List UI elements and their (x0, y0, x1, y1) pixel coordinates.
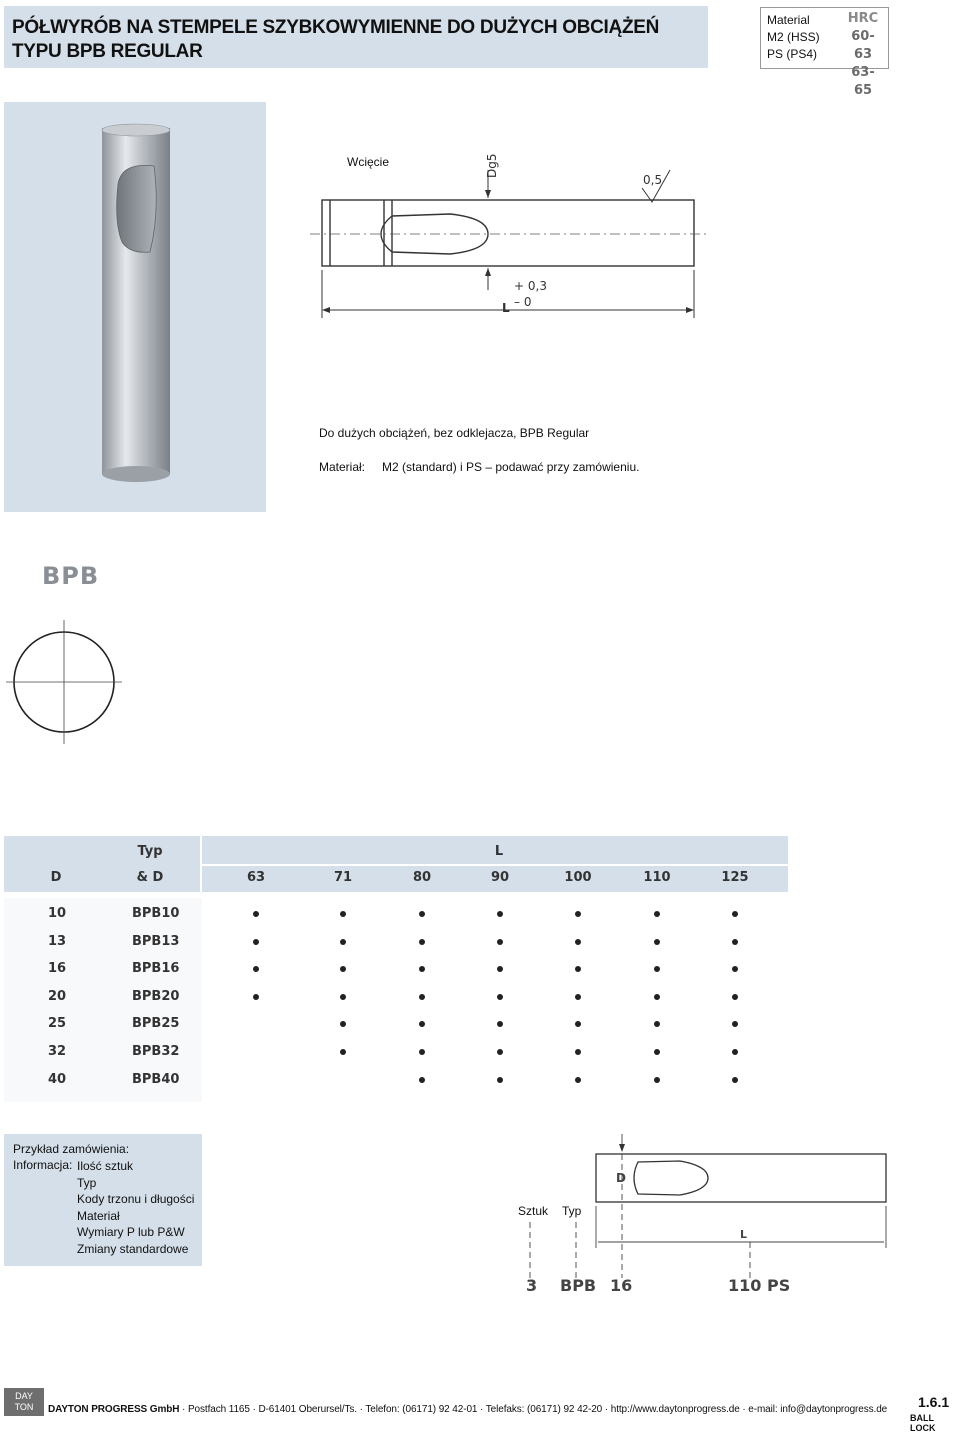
column-type-d: & D (136, 870, 164, 885)
availability-dot (497, 911, 503, 917)
roughness-value: 0,5 (643, 173, 663, 187)
order-code-diameter: 16 (610, 1276, 633, 1295)
order-info-list (77, 1158, 194, 1258)
order-code-length-material: 110 PS (728, 1276, 791, 1295)
availability-dot (732, 966, 738, 972)
row-diameter: 32 (48, 1044, 67, 1059)
row-type: BPB40 (132, 1071, 180, 1087)
section-label: BALL LOCK (910, 1413, 936, 1433)
order-info-label: Informacja: (13, 1158, 73, 1172)
length-header: 63 (246, 870, 266, 885)
availability-dot (419, 939, 425, 945)
availability-dot (575, 911, 581, 917)
availability-dot (575, 994, 581, 1000)
availability-dot (419, 994, 425, 1000)
availability-dot (419, 1021, 425, 1027)
row-diameter: 16 (48, 961, 67, 977)
availability-dot (732, 939, 738, 945)
availability-dot (340, 1021, 346, 1027)
availability-dot (419, 1049, 425, 1055)
length-header: 125 (721, 870, 749, 885)
availability-dot (732, 911, 738, 917)
availability-dot (654, 994, 660, 1000)
availability-dot (654, 966, 660, 972)
description-text: Do dużych obciążeń, bez odklejacza, BPB Regular (319, 426, 590, 440)
row-diameter: 20 (48, 988, 67, 1004)
availability-dot (340, 939, 346, 945)
footer-company: DAYTON PROGRESS GmbH (48, 1404, 180, 1415)
material-caption-value: M2 (standard) i PS – podawać przy zamówieniu. (382, 460, 640, 474)
availability-dot (732, 994, 738, 1000)
material-caption-label: Materiał: (319, 460, 366, 474)
availability-dot (419, 1077, 425, 1083)
row-type: BPB25 (132, 1016, 180, 1032)
order-example-box (4, 1134, 202, 1266)
row-type: BPB13 (132, 933, 180, 949)
typ-label: Typ (562, 1204, 582, 1218)
material-hrc-table (760, 7, 889, 98)
material-name: M2 (HSS) (767, 30, 820, 44)
logo-text: DAY (15, 1391, 33, 1401)
material-line (319, 460, 640, 474)
availability-dot (253, 966, 259, 972)
column-length: L (494, 844, 504, 859)
availability-dot (253, 994, 259, 1000)
tolerance-minus: – 0 (514, 295, 532, 309)
hrc-value: 63-65 (851, 65, 875, 98)
availability-dot (654, 911, 660, 917)
hrc-value: 60-63 (851, 29, 875, 62)
order-code-quantity: 3 (526, 1276, 538, 1295)
availability-dot (497, 966, 503, 972)
company-logo (4, 1388, 44, 1416)
availability-dot (497, 1021, 503, 1027)
availability-dot (253, 911, 259, 917)
drawing-l-label: L (740, 1228, 748, 1241)
availability-dot (654, 1021, 660, 1027)
footer-contact (48, 1404, 887, 1415)
row-diameter: 40 (48, 1071, 67, 1087)
availability-dot (575, 1021, 581, 1027)
availability-dot (253, 939, 259, 945)
section-title: BPB (42, 562, 100, 590)
dimension-dg5: Dg5 (485, 153, 499, 178)
availability-dot (497, 994, 503, 1000)
availability-dot (340, 994, 346, 1000)
row-type: BPB16 (132, 961, 180, 977)
availability-dot (340, 966, 346, 972)
availability-dot (575, 1049, 581, 1055)
row-diameter: 10 (48, 906, 67, 921)
footer-address: · Postfach 1165 · D-61401 Oberursel/Ts. · Telefon: (06171) 92 42-01 · Telefaks: (06171) 92 42-20 · http://www.daytonprogress.de · e-mail: info@daytonprogress.de (179, 1404, 888, 1415)
order-item: Materiał (77, 1208, 120, 1223)
availability-dot (732, 1077, 738, 1083)
header-divider (200, 864, 788, 866)
availability-dot (575, 966, 581, 972)
availability-dot (340, 911, 346, 917)
order-item: Wymiary P lub P&W (77, 1225, 185, 1240)
availability-dot (732, 1021, 738, 1027)
availability-dot (654, 939, 660, 945)
drawing-d-label: D (616, 1171, 626, 1185)
availability-dot (575, 1077, 581, 1083)
row-type: BPB32 (132, 1044, 180, 1059)
notch-label: Wcięcie (347, 155, 390, 169)
order-item: Zmiany standardowe (77, 1241, 189, 1256)
availability-dot (654, 1077, 660, 1083)
tolerance-plus: + 0,3 (514, 279, 547, 293)
availability-dot (497, 1077, 503, 1083)
logo-text: TON (14, 1402, 34, 1412)
length-label: L (502, 301, 510, 315)
order-title: Przykład zamówienia: (13, 1142, 130, 1156)
availability-dot (340, 1049, 346, 1055)
length-header: 110 (643, 870, 671, 885)
length-header: 71 (333, 870, 353, 885)
punch-blank-image (100, 122, 172, 488)
length-header: 80 (412, 870, 432, 885)
column-d: D (50, 870, 62, 885)
hrc-label: HRC (847, 11, 879, 26)
row-diameter: 25 (48, 1016, 67, 1032)
material-name: PS (PS4) (767, 47, 818, 61)
order-code-type: BPB (560, 1276, 597, 1295)
page-number: 1.6.1 (918, 1394, 950, 1410)
page-title: PÓŁWYRÓB NA STEMPELE SZYBKOWYMIENNE DO DUŻYCH OBCIĄŻEŃ TYPU BPB REGULAR (12, 17, 660, 62)
availability-dot (575, 939, 581, 945)
row-type: BPB20 (132, 988, 180, 1004)
order-item: Typ (77, 1175, 97, 1190)
technical-drawing (300, 150, 720, 330)
availability-dot (732, 1049, 738, 1055)
availability-dot (654, 1049, 660, 1055)
availability-dot (419, 911, 425, 917)
sztuk-label: Sztuk (518, 1204, 549, 1218)
column-type: Typ (137, 844, 163, 859)
order-item: Ilość sztuk (77, 1159, 134, 1173)
length-header: 100 (564, 870, 592, 885)
length-header: 90 (490, 870, 510, 885)
availability-dot (497, 1049, 503, 1055)
round-profile-diagram (6, 620, 122, 744)
row-type: BPB10 (132, 906, 180, 921)
order-item: Kody trzonu i długości (77, 1192, 195, 1207)
availability-dot (497, 939, 503, 945)
availability-dot (419, 966, 425, 972)
header-banner (4, 6, 708, 68)
material-label: Material (767, 13, 810, 27)
row-diameter: 13 (48, 933, 67, 949)
